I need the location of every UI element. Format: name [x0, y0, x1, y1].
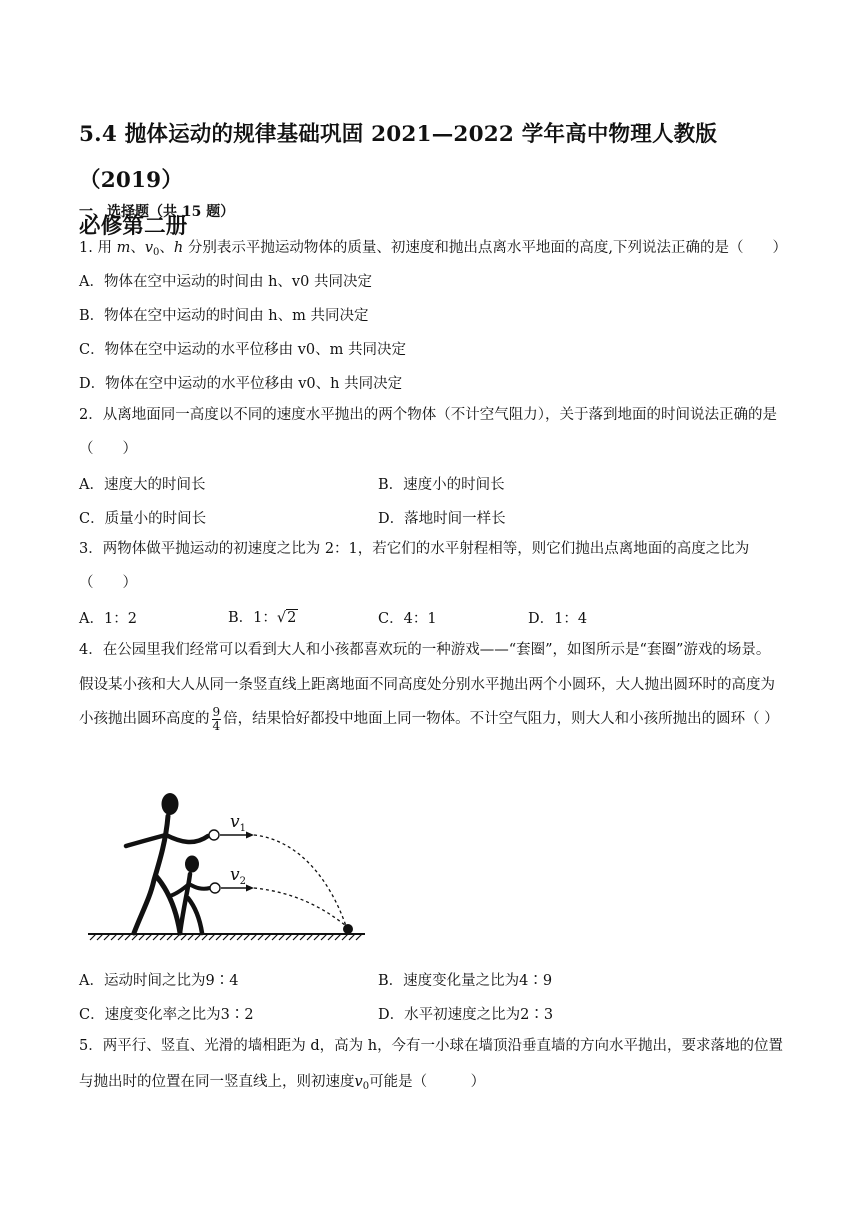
q3-option-c[interactable]: C．4：1: [378, 611, 437, 627]
arrow-head-1-icon: [246, 832, 254, 839]
question-3-stem: 3．两物体做平抛运动的初速度之比为 2：1，若它们的水平射程相等，则它们抛出点离地面的高度之比为（ ）: [79, 541, 750, 591]
q4-stem-text-b: 倍，结果恰好都投中地面上同一物体。不计空气阻力，则大人和小孩所抛出的圆环（ ）: [223, 711, 779, 727]
target-object: [343, 924, 353, 934]
q2-option-a[interactable]: A．速度大的时间长: [79, 477, 206, 493]
q2-option-c[interactable]: C．质量小的时间长: [79, 511, 207, 527]
q1-option-b[interactable]: B．物体在空中运动的时间由 h、m 共同决定: [79, 308, 369, 324]
q5-stem-text-b: 可能是（ ）: [369, 1074, 486, 1090]
q4-fraction: [212, 706, 222, 733]
ring-toss-diagram: [84, 780, 374, 945]
q1-sep-2: 、: [159, 240, 174, 256]
q1-symbol-v-sub: 0: [153, 247, 160, 258]
trajectory-1: [254, 835, 346, 926]
question-4-stem: [79, 633, 784, 737]
q1-option-d[interactable]: D．物体在空中运动的水平位移由 v0、h 共同决定: [79, 376, 403, 392]
section-heading: 一、选择题（共 15 题）: [79, 204, 235, 220]
q1-symbol-v: v: [144, 240, 154, 256]
document-title: [79, 112, 799, 250]
ring-toss-figure: [84, 780, 374, 945]
q1-symbol-m: m: [116, 240, 131, 256]
ring-2: [210, 883, 220, 893]
q1-stem-text-a: 1. 用: [79, 240, 117, 256]
q3-option-b-prefix: B．1：: [228, 610, 277, 626]
title-line-1: 5.4 抛体运动的规律基础巩固 2021—2022 学年高中物理人教版（2019）: [79, 122, 718, 193]
q4-fraction-denominator: 4: [212, 718, 221, 733]
label-v1: $v_1$: [230, 812, 246, 834]
q3-option-b-root: 2: [287, 610, 297, 626]
q1-option-c[interactable]: C．物体在空中运动的水平位移由 v0、m 共同决定: [79, 342, 406, 358]
q1-symbol-h: h: [173, 240, 184, 256]
q4-option-d[interactable]: D．水平初速度之比为2∶3: [378, 1007, 554, 1023]
q3-option-b[interactable]: [228, 606, 298, 627]
q4-option-a[interactable]: A．运动时间之比为9∶4: [79, 973, 239, 989]
q4-fraction-numerator: 9: [212, 704, 221, 719]
q1-stem-text-b: 分别表示平抛运动物体的质量、初速度和抛出点离水平地面的高度,下列说法正确的是（ ）: [183, 240, 787, 256]
q5-symbol-v-sub: 0: [362, 1081, 370, 1092]
q4-option-b[interactable]: B．速度变化量之比为4∶9: [378, 973, 553, 989]
question-1-stem: [79, 236, 787, 258]
question-5-stem: [79, 1028, 784, 1105]
q5-symbol-v: v: [354, 1074, 363, 1090]
q3-option-a[interactable]: A．1：2: [79, 611, 137, 627]
arrow-head-2-icon: [246, 885, 254, 892]
title-line-2: 必修第二册: [79, 214, 188, 239]
ring-1: [209, 830, 219, 840]
sqrt-sign: √: [276, 610, 287, 626]
trajectory-2: [254, 888, 346, 926]
q4-stem-text-a: 4．在公园里我们经常可以看到大人和小孩都喜欢玩的一种游戏——“套圈”，如图所示是“套圈”游戏的场景。假设某小孩和大人从同一条竖直线上距离地面不同高度处分别水平抛出两个小圆环，大人抛出圆环时的高度为小孩抛出圆环高度的: [79, 642, 775, 727]
question-2-stem: 2．从离地面同一高度以不同的速度水平抛出的两个物体（不计空气阻力），关于落到地面的时间说法正确的是（ ）: [79, 407, 777, 457]
q2-option-b[interactable]: B．速度小的时间长: [378, 477, 505, 493]
q1-option-a[interactable]: A．物体在空中运动的时间由 h、v0 共同决定: [79, 274, 372, 290]
q2-option-d[interactable]: D．落地时间一样长: [378, 511, 506, 527]
q3-option-d[interactable]: D．1：4: [528, 611, 588, 627]
q5-stem-text-a: 5．两平行、竖直、光滑的墙相距为 d，高为 h，今有一小球在墙顶沿垂直墙的方向水平抛出，要求落地的位置与抛出时的位置在同一竖直线上，则初速度: [79, 1038, 784, 1090]
q4-option-c[interactable]: C．速度变化率之比为3∶2: [79, 1007, 254, 1023]
q1-sep-1: 、: [130, 240, 145, 256]
label-v2: $v_2$: [230, 865, 246, 887]
